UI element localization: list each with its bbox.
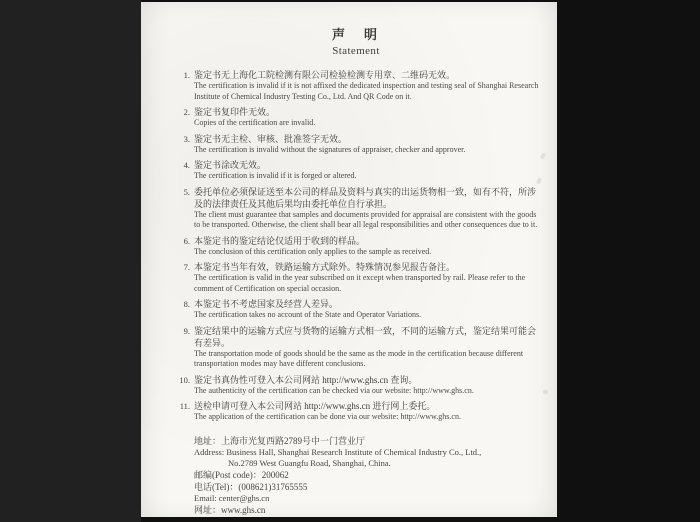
item-text — [194, 235, 544, 258]
item-en: The certification is invalid without the signatures of appraiser, checker and approver. — [194, 144, 466, 154]
item-number: 7. — [183, 262, 190, 272]
contact-footer — [168, 435, 544, 516]
item-text — [194, 298, 544, 321]
item-en: The application of the certification can be done via our website: http://www.ghs.cn. — [194, 412, 461, 421]
document-title — [168, 24, 544, 57]
statement-document — [141, 2, 557, 517]
statement-item — [168, 325, 544, 370]
item-text — [194, 133, 544, 156]
item-zh: 鉴定书涂改无效。 — [194, 160, 267, 170]
footer-email: Email: center@ghs.cn — [194, 492, 270, 503]
item-zh: 本鉴定书不考虑国家及经营人差异。 — [194, 299, 339, 309]
item-number: 9. — [183, 325, 190, 336]
footer-website: 网址：www.ghs.cn — [194, 504, 266, 515]
footer-address-en-line2: No.2789 West Guangfu Road, Shanghai, China. — [228, 457, 391, 468]
item-text — [194, 400, 544, 423]
item-zh: 本鉴定书的鉴定结论仅适用于收到的样品。 — [194, 235, 366, 246]
item-en: The certification is valid in the year subscribed on it except when transported by rail. Please refer to the comment of Certification on special occasion. — [194, 273, 526, 293]
item-number: 4. — [183, 160, 190, 170]
title-en: Statement — [332, 45, 380, 57]
item-number: 10. — [179, 374, 190, 385]
item-number: 2. — [183, 107, 190, 117]
item-number: 11. — [179, 401, 190, 411]
item-number: 1. — [183, 70, 190, 80]
item-text — [194, 69, 544, 102]
footer-tel: 电话(Tel)：(008621)31765555 — [194, 481, 308, 492]
item-zh: 本鉴定书当年有效，铁路运输方式除外。特殊情况参见报告备注。 — [194, 262, 456, 272]
footer-address-zh: 地址：上海市光复西路2789号中一门营业厅 — [194, 435, 366, 446]
item-en: The client must guarantee that samples and documents provided for appraisal are consistent with the goods to be transported. Otherwise, the client shall bear all legal responsibilities and other consequences due to it. — [194, 209, 538, 229]
item-zh: 鉴定书复印件无效。 — [194, 107, 276, 117]
item-number: 5. — [183, 186, 190, 197]
item-zh: 鉴定书无上海化工院检测有限公司检验检测专用章、二维码无效。 — [194, 70, 456, 80]
statement-item — [168, 133, 544, 156]
item-en: The certification is invalid if it is forged or altered. — [194, 171, 357, 180]
statement-item — [168, 298, 544, 321]
title-zh: 声 明 — [331, 27, 380, 42]
document-page — [141, 2, 557, 517]
statement-item — [168, 69, 544, 102]
item-zh: 送检申请可登入本公司网站 http://www.ghs.cn 进行网上委托。 — [194, 401, 436, 411]
item-text — [194, 374, 544, 397]
item-text — [194, 261, 544, 294]
statement-item — [168, 159, 544, 182]
item-zh: 鉴定书无主检、审核、批准签字无效。 — [194, 133, 348, 144]
item-number: 6. — [183, 235, 190, 246]
item-en: Copies of the certification are invalid. — [194, 118, 316, 127]
item-zh: 委托单位必须保证送至本公司的样品及资料与真实的出运货物相一致，如有不符，所涉及的法律责任及其他后果均由委托单位自行承担。 — [194, 186, 537, 209]
statement-item — [168, 400, 544, 423]
statement-item — [168, 374, 544, 397]
item-text — [194, 325, 544, 370]
item-en: The certification is invalid if it is not affixed the dedicated inspection and testing seal of Shanghai Research Institute of Chemical Industry Testing Co., Ltd. And QR Code on it. — [194, 81, 539, 101]
footer-address-en-line1: Address: Business Hall, Shanghai Research Institute of Chemical Industry Co., Ltd., — [194, 446, 482, 457]
footer-postcode: 邮编(Post code)：200062 — [194, 469, 289, 480]
item-zh: 鉴定书真伪性可登入本公司网站 http://www.ghs.cn 查询。 — [194, 374, 418, 385]
item-en: The transportation mode of goods should be the same as the mode in the certification because different transportation modes may have different conclusions. — [194, 348, 524, 368]
statement-item — [168, 106, 544, 129]
item-number: 3. — [183, 133, 190, 144]
statement-item — [168, 235, 544, 258]
item-number: 8. — [183, 299, 190, 309]
item-text — [194, 159, 544, 182]
item-text — [194, 186, 544, 231]
item-text — [194, 106, 544, 129]
item-en: The certification takes no account of the State and Operator Variations. — [194, 310, 422, 319]
statement-list — [168, 69, 544, 423]
statement-item — [168, 261, 544, 294]
item-en: The authenticity of the certification can be checked via our website: http://www.ghs.cn. — [194, 385, 474, 395]
item-zh: 鉴定结果中的运输方式应与货物的运输方式相一致，不同的运输方式，鉴定结果可能会有差异。 — [194, 325, 537, 348]
scan-background-left — [0, 0, 141, 522]
statement-item — [168, 186, 544, 231]
item-en: The conclusion of this certification only applies to the sample as received. — [194, 246, 432, 256]
